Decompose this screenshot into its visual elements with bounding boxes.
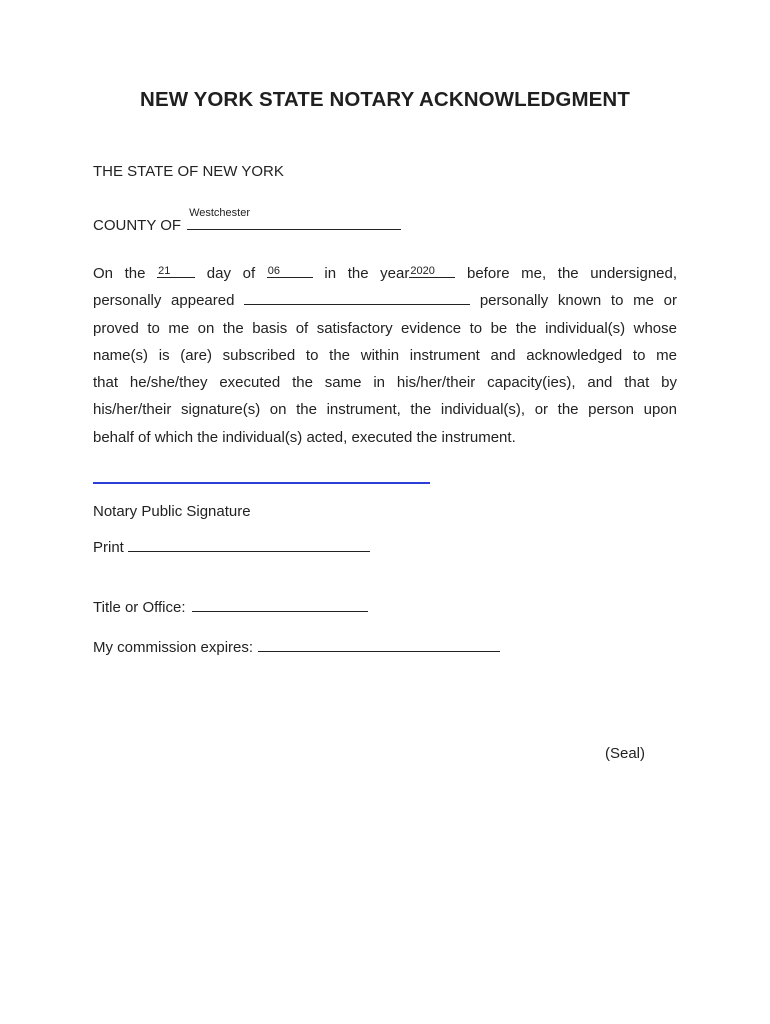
paragraph-line-2 bbox=[93, 287, 677, 314]
month-value: 06 bbox=[267, 265, 280, 277]
document-title: NEW YORK STATE NOTARY ACKNOWLEDGMENT bbox=[140, 88, 630, 111]
commission-line bbox=[93, 637, 500, 656]
month-field[interactable] bbox=[267, 263, 313, 278]
paragraph-line-1 bbox=[93, 260, 677, 287]
personally-appeared-text: personally appeared bbox=[93, 292, 235, 310]
notary-signature-line[interactable] bbox=[93, 482, 430, 484]
on-the-text: On the bbox=[93, 265, 146, 282]
commission-label: My commission expires: bbox=[93, 639, 254, 656]
paragraph-line-5: that he/she/they executed the same in his/her/their capacity(ies), and that by bbox=[93, 374, 677, 392]
paragraph-line-7: behalf of which the individual(s) acted, executed the instrument. bbox=[93, 428, 516, 446]
seal-label: (Seal) bbox=[605, 745, 646, 762]
title-office-line bbox=[93, 597, 368, 616]
year-value: 2020 bbox=[410, 265, 435, 277]
county-line bbox=[93, 207, 401, 234]
county-value: Westchester bbox=[189, 207, 250, 219]
paragraph-line-6: his/her/their signature(s) on the instrument, the individual(s), or the person upon bbox=[93, 401, 677, 419]
title-office-label: Title or Office: bbox=[93, 599, 186, 616]
personally-known-text: personally known to me or bbox=[479, 292, 677, 310]
print-field[interactable] bbox=[128, 537, 370, 552]
year-field[interactable] bbox=[409, 263, 455, 278]
notary-signature-label: Notary Public Signature bbox=[93, 503, 251, 520]
day-field[interactable] bbox=[157, 263, 195, 278]
county-field[interactable] bbox=[187, 207, 401, 230]
appeared-name-field[interactable] bbox=[244, 290, 470, 305]
paragraph-line-3: proved to me on the basis of satisfactory evidence to be the individual(s) whose bbox=[93, 319, 677, 337]
acknowledgment-paragraph bbox=[93, 260, 677, 451]
before-me-text: before me, the undersigned, bbox=[467, 265, 678, 282]
county-label: COUNTY OF bbox=[93, 217, 182, 234]
day-value: 21 bbox=[158, 265, 171, 277]
print-label: Print bbox=[93, 539, 124, 556]
in-the-year-text: in the year bbox=[324, 265, 410, 282]
commission-field[interactable] bbox=[258, 637, 500, 652]
print-line bbox=[93, 537, 370, 556]
title-office-field[interactable] bbox=[192, 597, 368, 612]
day-of-text: day of bbox=[206, 265, 256, 282]
state-line: THE STATE OF NEW YORK bbox=[93, 163, 284, 180]
paragraph-line-4: name(s) is (are) subscribed to the within instrument and acknowledged to me bbox=[93, 346, 677, 364]
